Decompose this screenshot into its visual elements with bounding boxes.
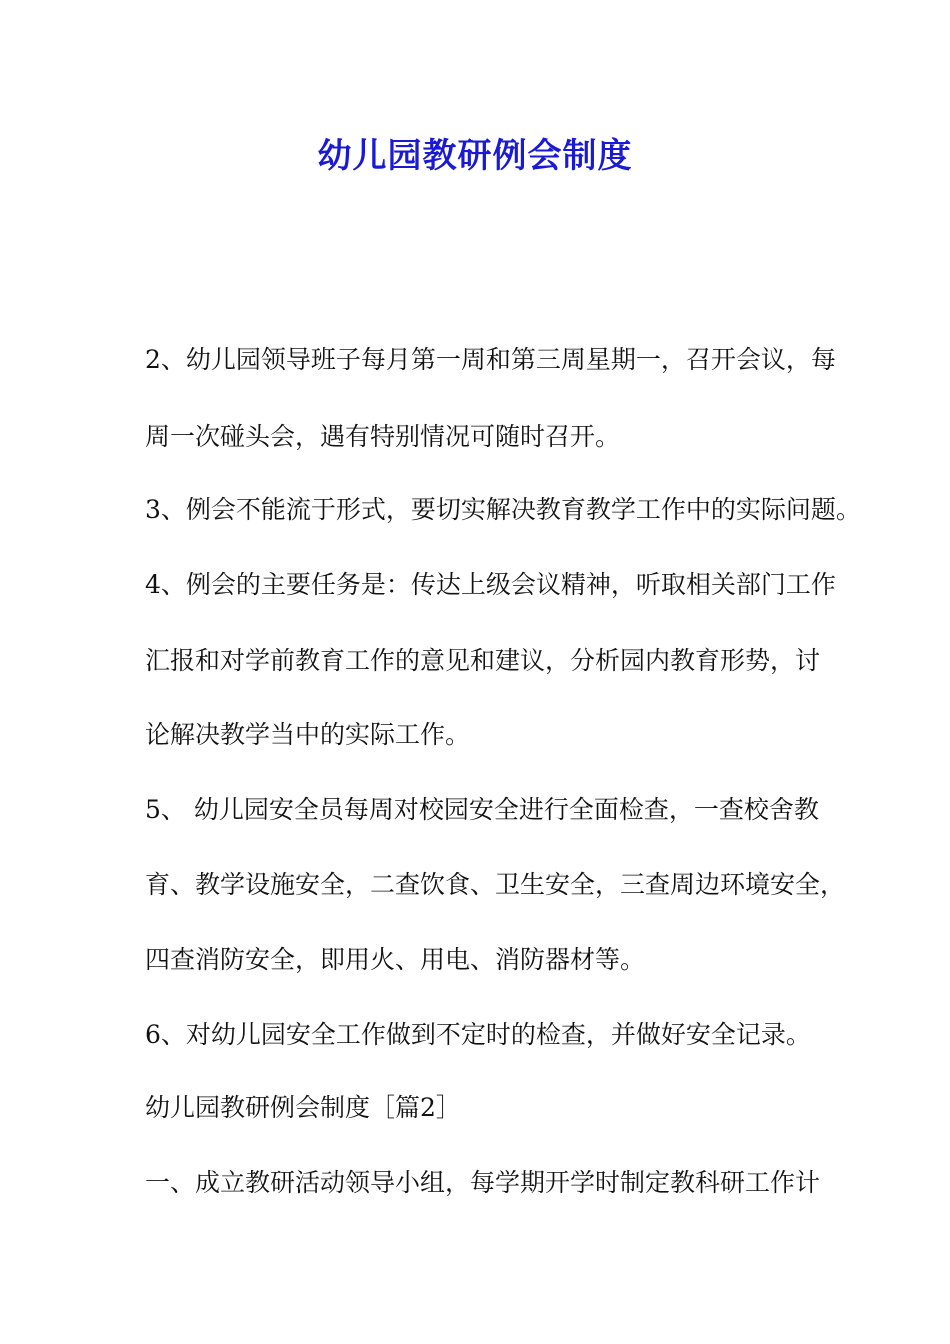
paragraph-line: 育、教学设施安全，二查饮食、卫生安全，三查周边环境安全，: [145, 870, 846, 899]
paragraph-line: 汇报和对学前教育工作的意见和建议，分析园内教育形势，讨: [145, 646, 821, 675]
paragraph-line: 一、成立教研活动领导小组，每学期开学时制定教科研工作计: [145, 1168, 821, 1197]
paragraph-line: 4、例会的主要任务是：传达上级会议精神，听取相关部门工作: [145, 570, 836, 599]
paragraph-line: 周一次碰头会，遇有特别情况可随时召开。: [145, 422, 621, 451]
section-heading: 幼儿园教研例会制度［篇2］: [145, 1093, 461, 1122]
paragraph-line: 3、例会不能流于形式，要切实解决教育教学工作中的实际问题。: [145, 495, 861, 524]
document-title: 幼儿园教研例会制度: [317, 136, 633, 176]
paragraph-line: 论解决教学当中的实际工作。: [145, 720, 471, 749]
paragraph-line: 5、 幼儿园安全员每周对校园安全进行全面检查，一查校舍教: [145, 795, 819, 824]
paragraph-line: 四查消防安全，即用火、用电、消防器材等。: [145, 945, 646, 974]
paragraph-line: 2、幼儿园领导班子每月第一周和第三周星期一，召开会议，每: [145, 345, 836, 374]
paragraph-line: 6、对幼儿园安全工作做到不定时的检查，并做好安全记录。: [145, 1020, 811, 1049]
